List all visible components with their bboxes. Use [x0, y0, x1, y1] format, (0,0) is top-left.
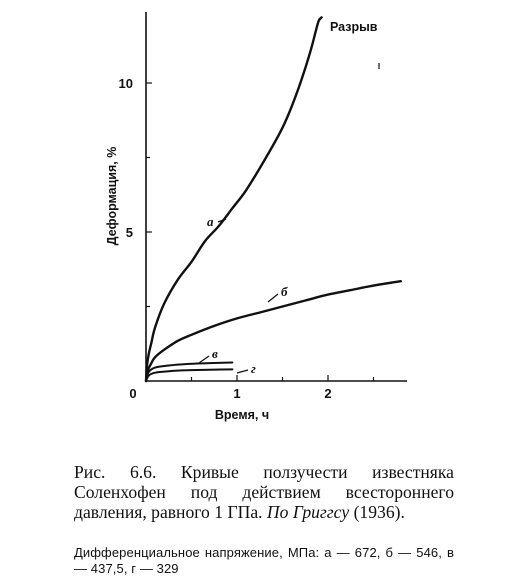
label-a: а	[207, 214, 214, 229]
y-tick-label: 10	[118, 76, 133, 91]
label-v: в	[212, 346, 218, 361]
figure-caption	[74, 462, 454, 522]
label-g-leader	[237, 370, 248, 373]
origin-label: 0	[129, 386, 137, 401]
label-g: г	[251, 361, 256, 376]
x-tick-label: 1	[233, 386, 241, 401]
chart-labels	[199, 214, 288, 376]
label-v-leader	[199, 356, 209, 363]
caption-main-prefix: Рис. 6.6. Кривые ползучести известняка Соленхофен под действием всестороннего давления, равного 1 ГПа.	[74, 462, 454, 522]
caption-reference: По Григгсу	[266, 502, 350, 522]
rupture-annotation: Разрыв	[330, 20, 378, 34]
chart-axes	[146, 12, 407, 381]
y-axis-title: Деформация, %	[105, 146, 119, 246]
label-b: б	[281, 284, 288, 299]
curve-b	[146, 281, 401, 381]
chart-curves	[146, 17, 401, 381]
figure-subcaption: Дифференциальное напряжение, МПа: а — 672, б — 546, в — 437,5, г — 329	[74, 545, 454, 576]
caption-main-suffix: (1936).	[349, 502, 405, 522]
x-axis-title: Время, ч	[214, 408, 270, 422]
chart-ticks	[119, 76, 374, 401]
curve-a	[146, 17, 322, 381]
curve-g	[146, 369, 232, 381]
x-tick-label: 2	[324, 386, 332, 401]
label-b-leader	[268, 294, 278, 302]
y-tick-label: 5	[125, 225, 133, 240]
